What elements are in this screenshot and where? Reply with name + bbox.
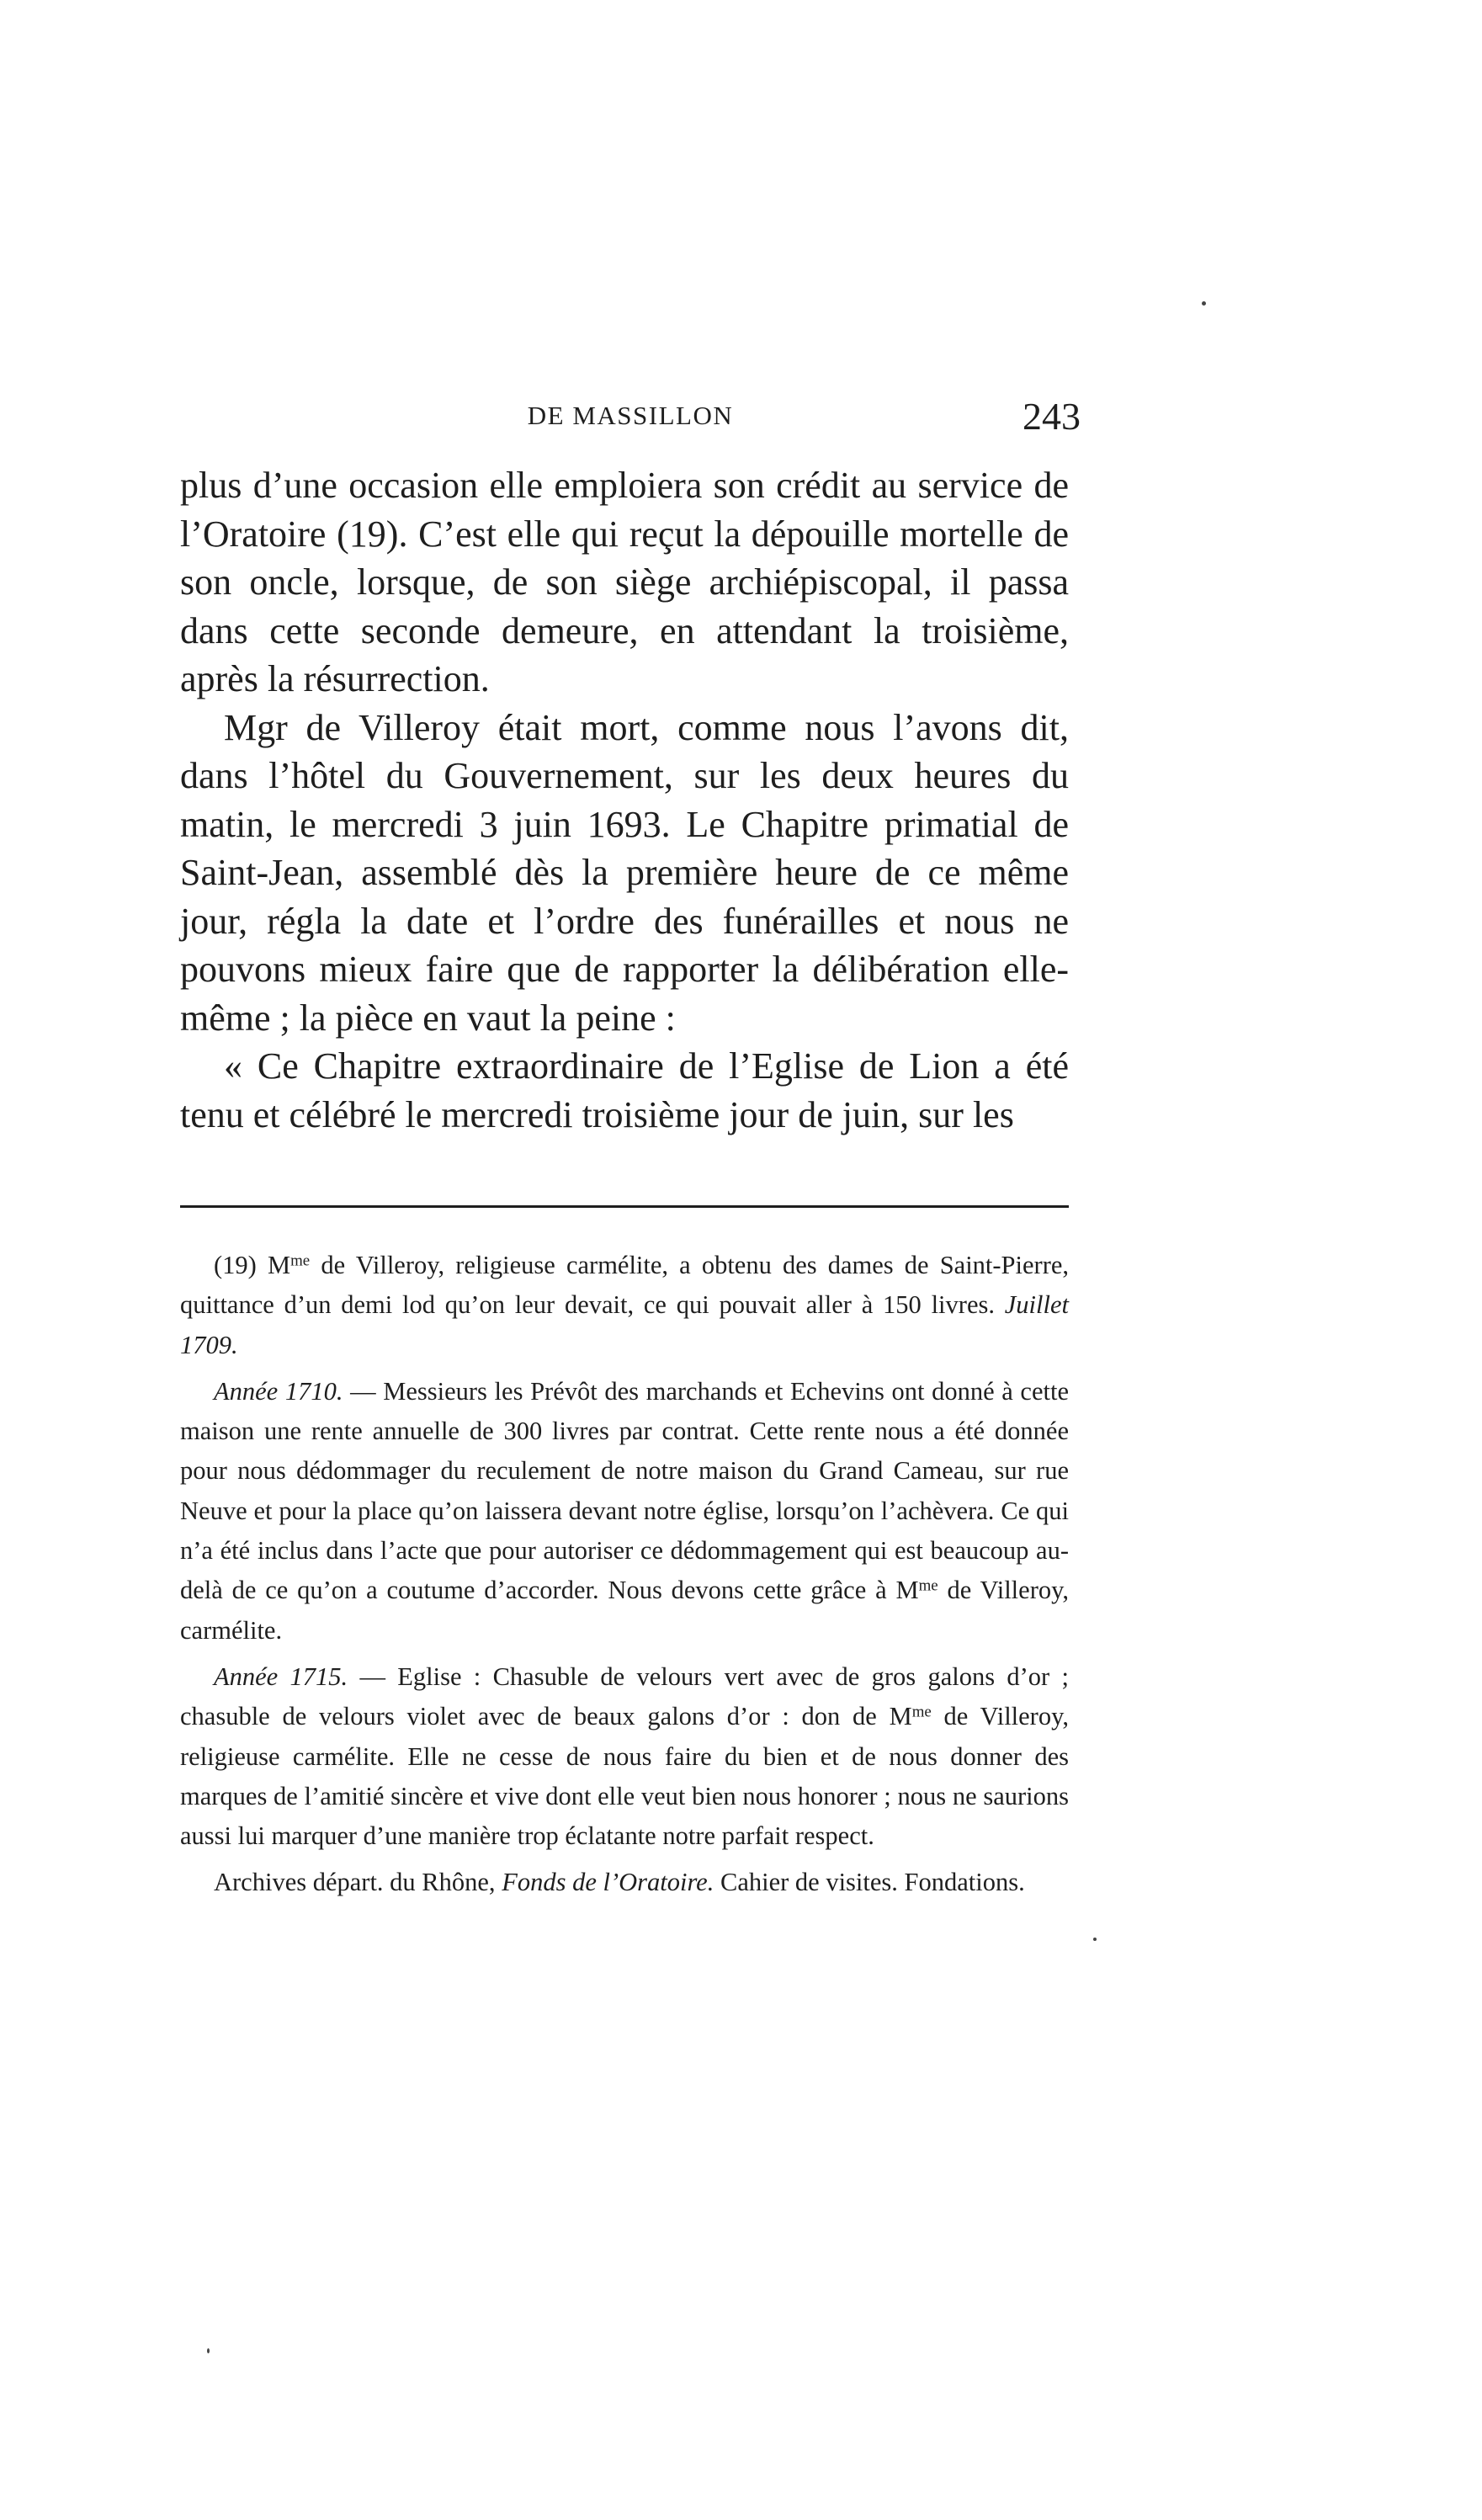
title-abbrev: M	[895, 1576, 919, 1605]
footnotes	[180, 1246, 1069, 1903]
running-head	[180, 394, 1081, 444]
footnote-rule	[180, 1205, 1069, 1208]
title-abbrev-sup: me	[290, 1252, 311, 1270]
footnote-19	[180, 1246, 1069, 1365]
paper-speck	[1093, 1938, 1097, 1941]
title-abbrev-sup: me	[918, 1576, 938, 1595]
footnote-1715-year: Année 1715.	[214, 1661, 348, 1691]
footnote-1710-text: — Messieurs les Prévôt des marchands et Echevins ont donné à cette maison une rente annuelle de 300 livres par contrat. Cette rente nous a été donnée pour nous dédommager du reculement de notre maison du Grand Cameau, sur rue Neuve et pour la place qu’on laissera devant notre église, lorsqu’on l’achèvera. Ce qui n’a été inclus dans l’acte que pour autoriser ce dédommagement qui est beaucoup au-delà de ce qu’on a coutume d’accorder. Nous devons cette grâce à	[180, 1376, 1069, 1605]
paper-speck	[1202, 301, 1206, 306]
footnote-1715	[180, 1657, 1069, 1856]
footnote-1710-year: Année 1710.	[214, 1376, 343, 1406]
title-abbrev: M	[267, 1251, 291, 1279]
main-text	[180, 461, 1069, 1139]
title-abbrev: M	[889, 1702, 912, 1731]
footnote-1710	[180, 1372, 1069, 1651]
footnote-source	[180, 1863, 1069, 1902]
footnote-19-text: de Villeroy, religieuse carmélite, a obtenu des dames de Saint-Pierre, quittance d’un demi lod qu’on leur devait, ce qui pouvait aller à 150 livres.	[180, 1251, 1070, 1320]
page-number: 243	[1023, 395, 1081, 438]
footnote-1715-text-b: de Villeroy, religieuse carmélite. Elle ne cesse de nous faire du bien et de nous donner des marques de l’amitié sincère et vive dont elle veut bien nous honorer ; nous ne saurions aussi lui marquer d’une manière trop éclatante notre parfait respect.	[180, 1702, 1069, 1851]
source-text-b: Cahier de visites. Fondations.	[714, 1868, 1025, 1897]
footnote-number: (19)	[214, 1251, 257, 1279]
footnote-1710-end: de Villeroy, carmélite.	[180, 1576, 1069, 1645]
source-text-a: Archives départ. du Rhône,	[214, 1868, 502, 1897]
title-abbrev-sup: me	[911, 1703, 932, 1721]
running-title: DE MASSILLON	[527, 401, 734, 430]
paragraph-chapitre-quote: « Ce Chapitre extraordinaire de l’Eglise de Lion a été tenu et célébré le mercredi troisième jour de juin, sur les	[180, 1045, 1069, 1135]
footnote-19-date: Juillet 1709.	[180, 1290, 1069, 1359]
footnote-1715-text-a: — Eglise : Chasuble de velours vert avec de gros galons d’or ; chasuble de velours violet avec de beaux galons d’or : don de	[180, 1661, 1069, 1731]
source-fonds: Fonds de l’Oratoire.	[502, 1868, 714, 1897]
paragraph-villeroy-death: Mgr de Villeroy était mort, comme nous l’avons dit, dans l’hôtel du Gouvernement, sur les deux heures du matin, le mercredi 3 juin 1693. Le Chapitre primatial de Saint-Jean, assemblé dès la première heure de ce même jour, régla la date et l’ordre des funérailles et nous ne pouvons mieux faire que de rapporter la délibération elle-même ; la pièce en vaut la peine :	[180, 706, 1069, 1039]
paper-speck	[207, 2348, 210, 2353]
paragraph-continuation: plus d’une occasion elle emploiera son crédit au service de l’Oratoire (19). C’est elle qui reçut la dépouille mortelle de son oncle, lorsque, de son siège archiépiscopal, il passa dans cette seconde demeure, en attendant la troisième, après la résurrection.	[180, 465, 1069, 699]
